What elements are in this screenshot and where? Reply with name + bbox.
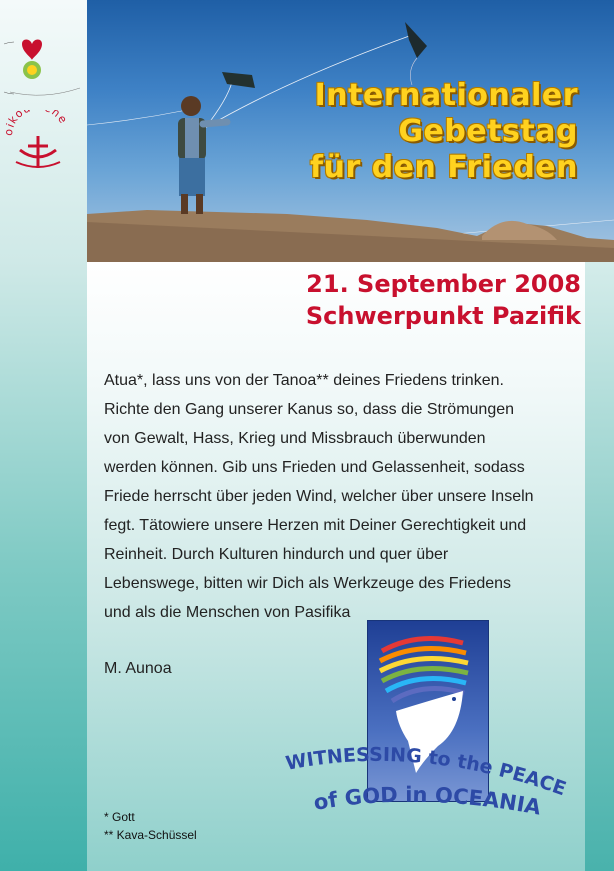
prayer-line: Atua*, lass uns von der Tanoa** deines Friedens trinken. xyxy=(104,372,504,389)
title-line-1: Internationaler xyxy=(314,78,578,113)
prayer-line: und als die Menschen von Pasifika xyxy=(104,604,351,621)
title-line-2: Gebetstag xyxy=(398,114,578,149)
witnessing-logo-text xyxy=(285,740,585,840)
prayer-line: Richte den Gang unserer Kanus so, dass die Strömungen xyxy=(104,401,515,418)
prayer-line: Friede herrscht über jeden Wind, welcher über unsere Inseln xyxy=(104,488,534,505)
prayer-line: Reinheit. Durch Kulturen hindurch und quer über xyxy=(104,546,449,563)
right-color-band xyxy=(585,262,614,871)
footnotes xyxy=(104,808,197,844)
title-line-3: für den Frieden xyxy=(310,150,578,185)
svg-text:of GOD in OCEANIA xyxy=(312,783,544,820)
prayer-line: fegt. Tätowiere unsere Herzen mit Deiner Gerechtigkeit und xyxy=(104,517,527,534)
svg-text:oikoumene xyxy=(6,110,70,137)
prayer-text xyxy=(104,366,560,627)
oikoumene-logo xyxy=(6,110,70,180)
witness-line-2: of GOD in OCEANIA xyxy=(311,782,543,820)
oikoumene-text: ko ne xyxy=(6,110,70,127)
prayer-line: Lebenswege, bitten wir Dich als Werkzeuge des Friedens xyxy=(104,575,512,592)
event-title xyxy=(310,78,578,186)
witness-line-1: WITNESSING to the PEACE xyxy=(285,743,569,801)
focus-line: Schwerpunkt Pazifik xyxy=(305,302,581,330)
date-line: 21. September 2008 xyxy=(306,270,581,298)
footnote: * Gott xyxy=(104,810,135,824)
prayer-line: werden können. Gib uns Frieden und Gelassenheit, sodass xyxy=(104,459,525,476)
footnote: ** Kava-Schüssel xyxy=(104,828,197,842)
prayer-line: von Gewalt, Hass, Krieg und Missbrauch überwunden xyxy=(104,430,486,447)
author: M. Aunoa xyxy=(104,660,172,677)
decade-overcome-violence-logo xyxy=(4,38,84,100)
event-date xyxy=(306,268,581,332)
